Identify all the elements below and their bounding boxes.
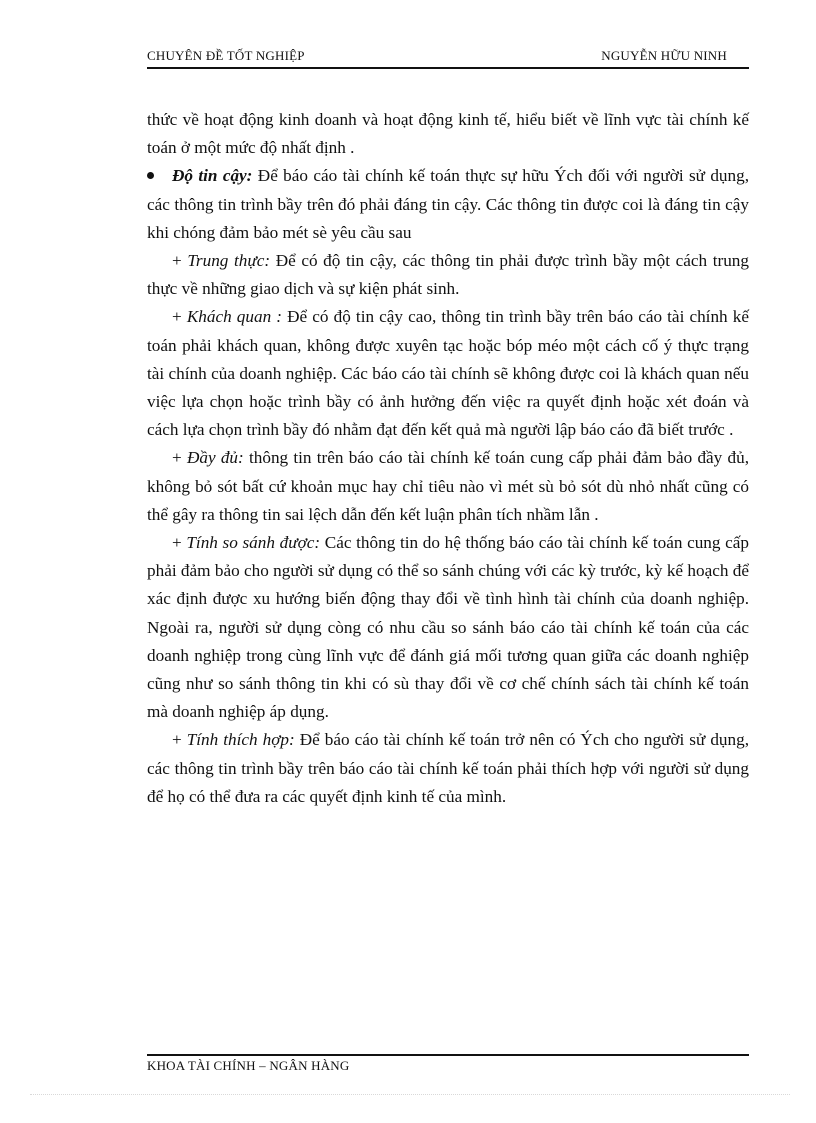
paragraph-continuation (147, 106, 749, 162)
term-relevance: Tính thích hợp: (186, 730, 295, 750)
paragraph-honesty (147, 247, 749, 303)
paragraph-text: Để báo cáo tài chính kế toán trở nên có Ých cho người sử dụng, các thông tin trình bầy trên báo cáo tài chính kế toán phải thích hợp với người sử dụng để họ có thể đưa ra các quyết định kinh tế của mình. (147, 730, 749, 806)
plus-prefix: + (172, 448, 187, 468)
bullet-paragraph-reliability (147, 162, 749, 247)
paragraph-text: thông tin trên báo cáo tài chính kế toán cung cấp phải đảm bảo đầy đủ, không bỏ sót bất cứ khoản mục hay chỉ tiêu nào vì mét sù bỏ sót dù nhỏ nhất cũng có thể gây ra thông tin sai lệch dẫn đến kết luận phân tích nhầm lẫn . (147, 448, 750, 524)
paragraph-text: Để báo cáo tài chính kế toán thực sự hữu Ých đối với người sử dụng, các thông tin trình bầy trên đó phải đáng tin cậy. Các thông tin được coi là đáng tin cậy khi chóng đảm bảo mét sè yêu cầu sau (147, 166, 749, 242)
plus-prefix: + (172, 251, 188, 271)
paragraph-text: thức về hoạt động kinh doanh và hoạt động kinh tế, hiểu biết về lĩnh vực tài chính kế toán ở một mức độ nhất định . (147, 110, 749, 158)
header-left-title: CHUYÊN ĐỀ TỐT NGHIỆP (147, 48, 305, 63)
plus-prefix: + (172, 533, 187, 553)
term-completeness: Đầy đủ: (186, 448, 244, 468)
header-author: NGUYỄN HỮU NINH (601, 48, 727, 63)
paragraph-text: Để có độ tin cậy, các thông tin phải được trình bầy một cách trung thực về những giao dịch và sự kiện phát sinh. (147, 251, 749, 299)
paragraph-comparability (147, 529, 749, 726)
header-rule (147, 67, 749, 69)
document-body (147, 106, 749, 811)
term-honesty: Trung thực: (187, 251, 271, 271)
bullet-icon (147, 172, 154, 179)
page-footer: KHOA TÀI CHÍNH – NGÂN HÀNG (147, 1058, 350, 1073)
paragraph-text: Các thông tin do hệ thống báo cáo tài chính kế toán cung cấp phải đảm bảo cho người sử dụng có thể so sánh chúng với các kỳ trước, kỳ kế hoạch để xác định được xu hướng biến động thay đổi về tình hình tài chính của doanh nghiệp. Ngoài ra, người sử dụng còng có nhu cầu so sánh báo cáo tài chính kế toán của các doanh nghiệp trong cùng lĩnh vực để đánh giá mối tương quan giữa các doanh nghiệp cũng như so sánh thông tin khi có sù thay đổi về cơ chế chính sách tài chính kế toán mà doanh nghiệp áp dụng. (147, 533, 749, 722)
paragraph-relevance (147, 726, 749, 811)
paragraph-objectivity (147, 303, 749, 444)
paragraph-text: Để có độ tin cậy cao, thông tin trình bầy trên báo cáo tài chính kế toán phải khách quan, không được xuyên tạc hoặc bóp méo một cách cố ý thực trạng tài chính của doanh nghiệp. Các báo cáo tài chính sẽ không được coi là khách quan nếu việc lựa chọn hoặc trình bầy có ảnh hưởng đến việc ra quyết định hoặc xét đoán và cách lựa chọn trình bầy đó nhằm đạt đến kết quả mà người lập báo cáo đã biết trước . (147, 307, 749, 440)
term-reliability: Độ tin cậy: (172, 166, 253, 186)
plus-prefix: + (172, 730, 187, 750)
term-objectivity: Khách quan : (186, 307, 283, 327)
page-header (147, 48, 749, 66)
plus-prefix: + (172, 307, 187, 327)
term-comparability: Tính so sánh được: (186, 533, 321, 553)
page-bottom-dotted-line (30, 1094, 790, 1095)
paragraph-completeness (147, 444, 749, 529)
footer-rule (147, 1054, 749, 1056)
